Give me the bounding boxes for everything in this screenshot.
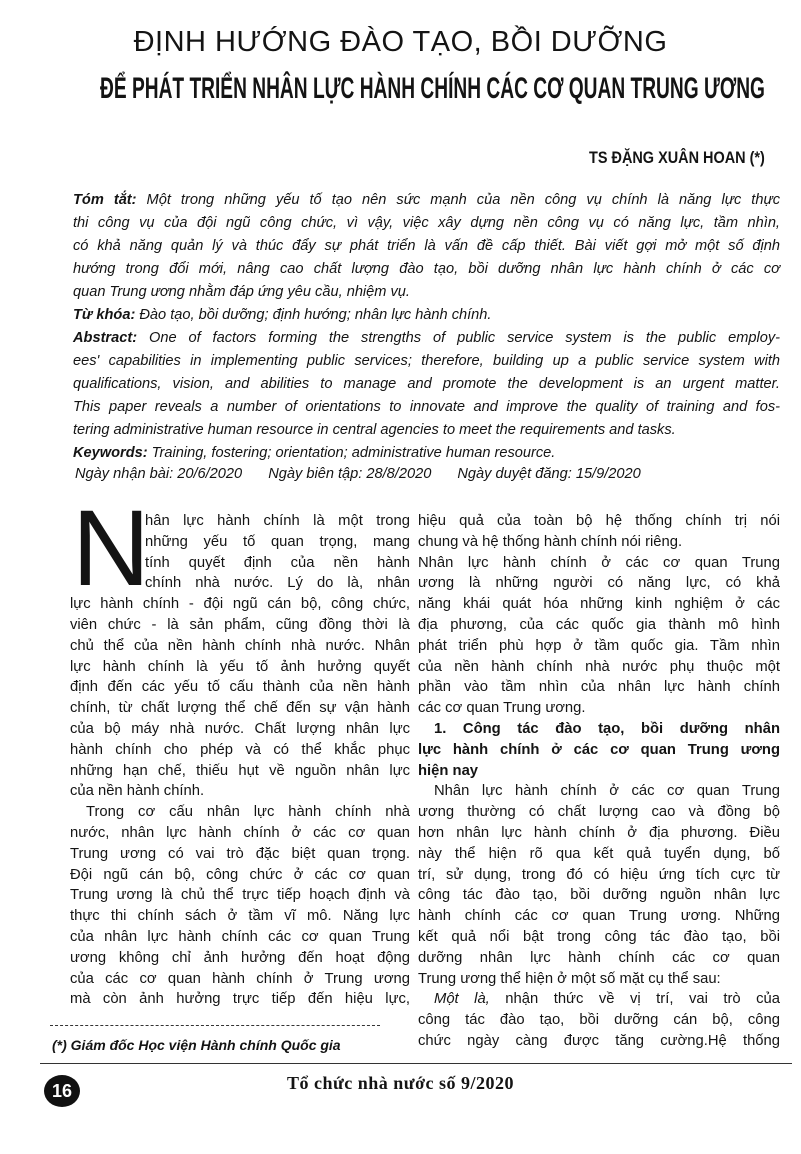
- body-text-line: chính nhà nước. Lý do là, nhân: [145, 575, 410, 592]
- body-text-line: Nhân lực hành chính ở các cơ quan Trung: [434, 783, 780, 800]
- body-text-line: nước, nhân lực hành chính ở các cơ quan: [70, 825, 410, 841]
- abstract-line: [73, 397, 780, 417]
- abstract-text: Đào tạo, bồi dưỡng; định hướng; nhân lực hành chính.: [135, 307, 492, 323]
- abstract-text: quan Trung ương nhằm đáp ứng yêu cầu, nhiệm vụ.: [73, 284, 410, 300]
- body-text-line: Trung ương có vai trò đặc biệt quan trọng.: [70, 845, 410, 862]
- abstract-line: [73, 259, 780, 279]
- title-line-2: ĐỂ PHÁT TRIỂN NHÂN LỰC HÀNH CHÍNH CÁC CƠ QUAN TRUNG ƯƠNG: [100, 72, 765, 105]
- abstract-text: One of factors forming the strengths of public service system is the public employ-: [137, 330, 780, 346]
- body-text-line: năng khái quát hóa những kinh nghiệm ở các: [418, 596, 780, 613]
- abstract-text: tering administrative human resource in central agencies to meet the requirements and tasks.: [73, 422, 676, 438]
- abstract-label: Abstract:: [73, 330, 138, 346]
- journal-footer: Tổ chức nhà nước số 9/2020: [286, 1073, 515, 1093]
- body-text-line: của nền hành chính.: [70, 783, 205, 800]
- footnote: (*) Giám đốc Học viện Hành chính Quốc gia: [52, 1037, 341, 1053]
- date-edited: Ngày biên tập: 28/8/2020: [268, 466, 432, 482]
- body-text-line: chính, từ chất lượng thể chế đến sự vận hành: [70, 700, 410, 717]
- body-text-line: mà còn ảnh hưởng trực tiếp đến hiệu lực,: [70, 991, 410, 1008]
- body-text-line: những yếu tố quan trọng, mang: [145, 533, 410, 550]
- date-approved: Ngày duyệt đăng: 15/9/2020: [457, 466, 641, 482]
- body-text-line: công tác đào tạo, bồi dưỡng nguồn nhân lực: [418, 887, 780, 904]
- body-text-line: Trong cơ cấu nhân lực hành chính nhà: [86, 804, 410, 821]
- abstract-label: Từ khóa:: [73, 307, 136, 323]
- author: TS ĐẶNG XUÂN HOAN (*): [589, 148, 765, 167]
- abstract-line: [73, 190, 780, 210]
- body-text-line: hơn nhân lực hành chính ở địa phương. Điều: [418, 825, 780, 841]
- body-text-line: Đội ngũ cán bộ, công chức ở các cơ quan: [70, 866, 410, 883]
- body-text-line: của nhân lực hành chính các cơ quan Trung: [70, 929, 410, 945]
- body-text-line: của bộ máy nhà nước. Chất lượng nhân lực: [70, 721, 410, 737]
- body-text-line: hân lực hành chính là một trong: [145, 513, 410, 529]
- abstract-line: [73, 236, 780, 256]
- body-text-line: của các cơ quan hành chính ở Trung ương: [70, 970, 410, 987]
- abstract-text: qualifications, vision, and abilities to manage and promote the development is an urgent matter.: [73, 376, 780, 392]
- body-text-line: hành chính các cơ quan Trung ương. Những: [418, 908, 780, 925]
- abstract-line: [73, 443, 780, 463]
- abstract-line: [73, 374, 780, 394]
- abstract-text: thi công vụ của đội ngũ công chức, vì vậy, việc xây dựng nền công vụ có năng lực, tầm nhìn,: [73, 215, 780, 231]
- body-text-line: lực hành chính - đội ngũ cán bộ, công chức,: [70, 596, 410, 613]
- body-text-line: Trung ương thể hiện ở một số mặt cụ thể sau:: [418, 970, 721, 987]
- italic-lead: Một là,: [434, 991, 490, 1008]
- abstract-text: Training, fostering; orientation; administrative human resource.: [147, 445, 556, 461]
- section-heading-line: lực hành chính ở các cơ quan Trung ương: [418, 741, 780, 758]
- drop-cap: N: [72, 487, 150, 608]
- abstract-label: Keywords:: [73, 445, 148, 461]
- title-line-1: ĐỊNH HƯỚNG ĐÀO TẠO, BỒI DƯỠNG: [133, 26, 668, 58]
- body-text-line: phát triển phù hợp ở tầm quốc gia. Tầm nhìn: [418, 637, 780, 654]
- abstract-text: có khả năng quản lý và thúc đẩy sự phát triển là vấn đề cấp thiết. Bài viết gợi mở một số định: [73, 238, 780, 254]
- body-text-line: ương là những người có năng lực, có khả: [418, 575, 780, 592]
- body-text-line: công tác đào tạo, bồi dưỡng cán bộ, công: [418, 1012, 780, 1029]
- body-text-line: chủ thể của nền hành chính nhà nước. Nhân: [70, 637, 410, 654]
- abstract-line: [73, 213, 780, 233]
- body-text-line: tính quyết định của nền hành: [145, 554, 410, 571]
- body-text-line: các cơ quan Trung ương.: [418, 700, 586, 717]
- body-text-line: viên chức - là sản phẩm, cũng đồng thời là: [70, 617, 410, 633]
- body-text-line: trí, sử dụng, trong đó có hiệu ứng tích cực từ: [418, 866, 780, 883]
- body-text-line: hiệu quả của toàn bộ hệ thống chính trị nói: [418, 513, 780, 529]
- article-dates: [75, 466, 663, 482]
- body-text-line: chung và hệ thống hành chính nói riêng.: [418, 533, 683, 550]
- abstract-text: hướng trong đổi mới, nâng cao chất lượng đào tạo, bồi dưỡng nhân lực hành chính ở các cơ: [73, 261, 780, 277]
- body-text-line: địa phương, của các quốc gia thành mô hình: [418, 617, 780, 633]
- body-text-line: thực thi chính sách ở tầm vĩ mô. Năng lực: [70, 908, 410, 925]
- footer-divider: [40, 1063, 792, 1064]
- body-text-line: Nhân lực hành chính ở các cơ quan Trung: [418, 554, 780, 571]
- body-text-line: định đến các yếu tố cấu thành của nền hành: [70, 679, 410, 696]
- body-text-line: kết quả nổi bật trong công tác đào tạo, bồi: [418, 929, 780, 945]
- body-text-line: của nền hành chính nhà nước phụ thuộc một: [418, 658, 780, 675]
- body-text-line: này thể hiện rõ qua kết quả tuyển dụng, bố: [418, 845, 780, 862]
- body-text-line: chức ngày càng được tăng cường.Hệ thống: [418, 1033, 780, 1049]
- body-text-line: ương thường có chất lượng cao và đồng bộ: [418, 804, 780, 821]
- abstract-text: Một trong những yếu tố tạo nên sức mạnh của nền công vụ chính là năng lực thực: [136, 192, 780, 208]
- section-heading-line: hiện nay: [418, 762, 479, 779]
- body-text-line: dưỡng nhân lực hành chính các cơ quan: [418, 949, 780, 966]
- body-text-line: Một là, nhận thức về vị trí, vai trò của: [434, 991, 780, 1008]
- body-text-line: những hạn chế, thiếu hụt về nguồn nhân lực: [70, 762, 410, 779]
- abstract-text: This paper reveals a number of orientations to innovate and improve the quality of training and fos-: [73, 399, 780, 415]
- title-line-2-wrap: [100, 72, 765, 106]
- body-text-line: phần vào tầm nhìn của nhân lực hành chính: [418, 679, 780, 696]
- abstract-text: ees' capabilities in implementing public services; therefore, building up a public service system with: [73, 353, 780, 369]
- body-text-line: Trung ương là chủ thể trực tiếp hoạch định và: [70, 887, 410, 904]
- abstract-line: [73, 305, 780, 325]
- body-text-line: hành chính cho phép và có thể khắc phục: [70, 741, 410, 758]
- page-number: 16: [44, 1075, 80, 1107]
- date-received: Ngày nhận bài: 20/6/2020: [75, 466, 243, 482]
- abstract-label: Tóm tắt:: [73, 192, 137, 208]
- abstract-line: [73, 351, 780, 371]
- body-text-line: ương không chỉ ảnh hưởng đến hoạt động: [70, 949, 410, 966]
- abstract-line: [73, 420, 780, 440]
- section-heading-line: 1. Công tác đào tạo, bồi dưỡng nhân: [434, 721, 780, 737]
- body-text-line: lực hành chính là yếu tố ảnh hưởng quyết: [70, 658, 410, 675]
- abstract-line: [73, 282, 780, 302]
- footnote-divider: [50, 1025, 380, 1026]
- abstract-line: [73, 328, 780, 348]
